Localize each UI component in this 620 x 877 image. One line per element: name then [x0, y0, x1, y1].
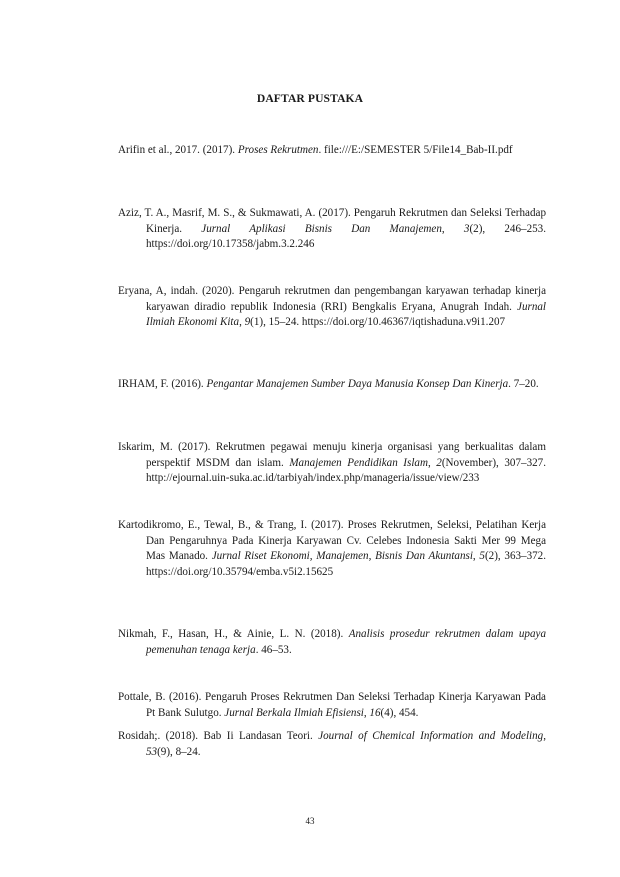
reference-entry-aziz	[118, 206, 546, 253]
reference-italic-text: 2	[436, 456, 442, 469]
reference-text: (9), 8–24.	[157, 745, 201, 758]
reference-italic-text: Manajemen Pendidikan Islam	[289, 456, 428, 469]
reference-italic-text: Analisis prosedur rekrutmen dalam upaya pemenuhan tenaga kerja	[146, 628, 546, 656]
reference-italic-text: 9	[244, 316, 251, 329]
page-title: DAFTAR PUSTAKA	[256, 92, 364, 105]
reference-entry-rosidah	[118, 729, 546, 760]
reference-text: (2), 363–372. https://doi.org/10.35794/emba.v5i2.15625	[146, 550, 547, 578]
reference-entry-iskarim	[118, 440, 546, 487]
reference-text: ,	[441, 222, 464, 235]
reference-text: (November), 307–327. http://ejournal.uin-suka.ac.id/tarbiyah/index.php/manageria/issue/view/233	[146, 456, 546, 485]
reference-entry-arifin	[118, 143, 546, 159]
reference-italic-text: 53	[146, 745, 158, 758]
reference-text: Arifin et al., 2017. (2017).	[118, 144, 238, 156]
reference-italic-text: Journal of Chemical Information and Modeling	[318, 730, 544, 742]
reference-text: ,	[427, 456, 437, 469]
reference-text: Nikmah, F., Hasan, H., & Ainie, L. N. (2018).	[118, 628, 349, 640]
reference-entry-kartodikromo	[118, 518, 546, 580]
reference-text: ,	[543, 730, 547, 742]
reference-italic-text: 3	[463, 222, 470, 235]
reference-entry-eryana	[118, 284, 546, 331]
reference-entry-irham	[118, 377, 546, 393]
reference-italic-text: Jurnal Riset Ekonomi, Manajemen, Bisnis Dan Akuntansi	[211, 550, 473, 563]
reference-text: (1), 15–24. https://doi.org/10.46367/iqtishaduna.v9i1.207	[250, 316, 506, 329]
reference-text: . file:///E:/SEMESTER 5/File14_Bab-II.pdf	[318, 144, 513, 156]
reference-italic-text: 16	[369, 706, 381, 719]
reference-entry-pottale	[118, 690, 546, 721]
reference-text: Kartodikromo, E., Tewal, B., & Trang, I. (2017). Proses Rekrutmen, Seleksi, Pelatihan Kerja Dan Pengaruhnya Pada Kinerja Karyawan Cv. Celebes Indonesia Sakti Mer 99 Mega Mas Manado.	[118, 519, 546, 563]
reference-text: Rosidah;. (2018). Bab Ii Landasan Teori.	[118, 730, 319, 742]
reference-italic-text: 5	[479, 550, 485, 563]
reference-text: . 46–53.	[255, 643, 292, 656]
reference-italic-text: Jurnal Berkala Ilmiah Efisiensi	[224, 706, 364, 719]
reference-text: ,	[472, 550, 480, 563]
reference-text: . 7–20.	[508, 378, 539, 390]
reference-text: Eryana, A, indah. (2020). Pengaruh rekrutmen dan pengembangan karyawan terhadap kinerja karyawan diradio republik Indonesia (RRI) Bengkalis Eryana, Anugrah Indah.	[118, 285, 546, 313]
reference-text: ,	[239, 316, 245, 329]
reference-text: (4), 454.	[380, 706, 419, 719]
reference-text: Pottale, B. (2016). Pengaruh Proses Rekrutmen Dan Seleksi Terhadap Kinerja Karyawan Pada Pt Bank Sulutgo.	[118, 691, 546, 719]
reference-text: Aziz, T. A., Masrif, M. S., & Sukmawati, A. (2017). Pengaruh Rekrutmen dan Seleksi Terhadap Kinerja.	[118, 207, 546, 235]
reference-italic-text: Proses Rekrutmen	[237, 144, 319, 156]
reference-italic-text: Pengantar Manajemen Sumber Daya Manusia Konsep Dan Kinerja	[206, 378, 509, 390]
reference-text: Iskarim, M. (2017). Rekrutmen pegawai menuju kinerja organisasi yang berkualitas dalam perspektif MSDM dan islam.	[118, 441, 546, 469]
reference-entry-nikmah	[118, 627, 546, 658]
reference-italic-text: Jurnal Ilmiah Ekonomi Kita	[146, 300, 546, 329]
page-number: 43	[305, 816, 315, 826]
reference-text: ,	[363, 706, 370, 719]
reference-text: (2), 246–253. https://doi.org/10.17358/jabm.3.2.246	[146, 222, 546, 251]
reference-italic-text: Jurnal Aplikasi Bisnis Dan Manajemen	[201, 222, 442, 235]
reference-text: IRHAM, F. (2016).	[118, 378, 207, 390]
